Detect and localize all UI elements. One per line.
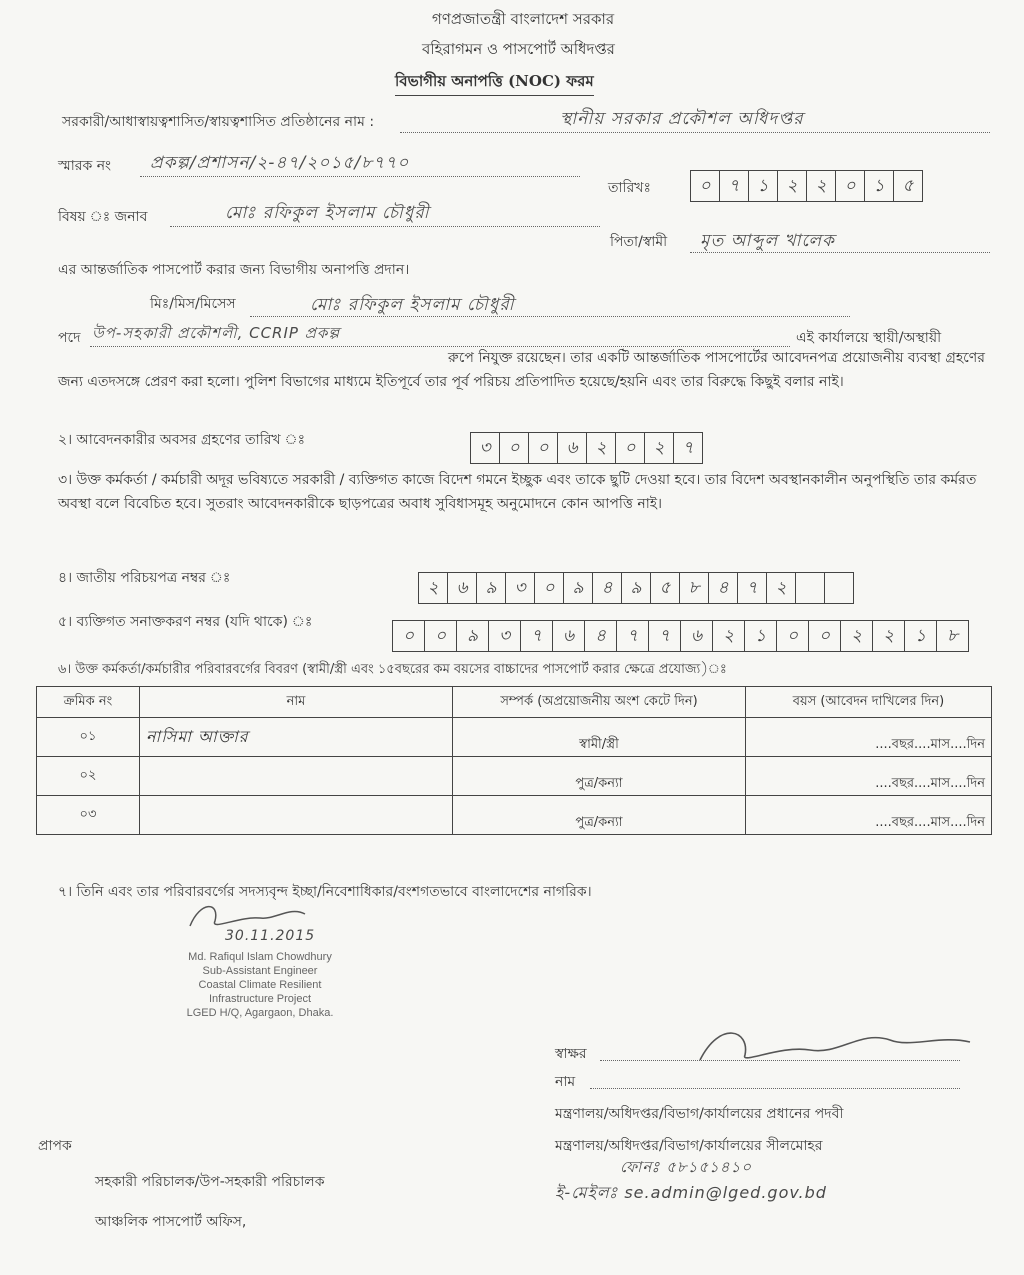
cell-sl: ০১ (37, 718, 140, 757)
cell-name (140, 757, 453, 796)
pin-label: ৫। ব্যক্তিগত সনাক্তকরণ নম্বর (যদি থাকে) ঃ (58, 614, 313, 630)
pin-digit: ৯ (457, 621, 489, 651)
cell-relation: স্বামী/স্ত্রী (453, 718, 746, 757)
name-dotline-sig (590, 1088, 960, 1089)
section3-paragraph: ৩। উক্ত কর্মকর্তা / কর্মচারী অদূর ভবিষ্যতে সরকারী / ব্যক্তিগত কাজে বিদেশ গমনে ইচ্ছুক এবং তাকে ছুটি দেওয়া হবে। তার বিদেশ অবস্থানকালীন অনুপস্থিতি তার কর্মরত অবস্থা বলে বিবেচিত হবে। সুতরাং আবেদনকারীকে ছাড়পত্রের অবাধ সুবিধাসমূহ অনুমোদনে কোন আপত্তি নাই। (58, 472, 977, 512)
col-relation: সম্পর্ক (অপ্রয়োজনীয় অংশ কেটে দিন) (453, 687, 746, 718)
pin-digit: ০ (777, 621, 809, 651)
father-label: পিতা/স্বামী (610, 234, 668, 250)
cell-age: ....বছর....মাস....দিন (746, 796, 992, 835)
nid-digit: ৬ (448, 573, 477, 603)
pin-digit: ০ (425, 621, 457, 651)
date-digit: ৭ (720, 171, 749, 201)
stamp-line: LGED H/Q, Agargaon, Dhaka. (186, 1007, 334, 1019)
retirement-digit: ০ (616, 433, 645, 463)
pin-digit: ৭ (617, 621, 649, 651)
section1-paragraph: রুপে নিযুক্ত রয়েছেন। তার একটি আন্তর্জাতিক পাসপোর্টের আবেদনপত্র প্রয়োজনীয় ব্যবস্থা গ্রহণের জন্য এতদসঙ্গে প্রেরণ করা হলো। পুলিশ বিভাগের মাধ্যমে ইতিপূর্বে তার পূর্ব পরিচয় প্রতিপাদিত হয়েছে/হয়নি এবং তার বিরুদ্ধে কিছুই বলার নাই। (58, 350, 985, 390)
recipient-label: প্রাপক (38, 1138, 72, 1154)
pin-digit: ২ (873, 621, 905, 651)
date-digit: ০ (836, 171, 865, 201)
col-name: নাম (140, 687, 453, 718)
seal-line: মন্ত্রণালয়/অধিদপ্তর/বিভাগ/কার্যালয়ের সীলমোহর (555, 1138, 823, 1154)
cell-age: ....বছর....মাস....দিন (746, 718, 992, 757)
recipient-line-2: আঞ্চলিক পাসপোর্ট অফিস, (95, 1214, 247, 1230)
nid-digit: ৫ (651, 573, 680, 603)
date-digit: ০ (691, 171, 720, 201)
nid-digit: ৩ (506, 573, 535, 603)
nid-label: ৪। জাতীয় পরিচয়পত্র নম্বর ঃ (58, 570, 231, 586)
nid-digit: ২ (767, 573, 796, 603)
cell-sl: ০৩ (37, 796, 140, 835)
cell-name (140, 796, 453, 835)
date-digit: ১ (749, 171, 778, 201)
sign-label: স্বাক্ষর (555, 1046, 587, 1062)
retirement-digit-boxes (470, 432, 703, 464)
nid-digit: ৪ (593, 573, 622, 603)
subject-value: মোঃ রফিকুল ইসলাম চৌধুরী (225, 203, 430, 223)
retirement-digit: ০ (529, 433, 558, 463)
retirement-digit: ২ (587, 433, 616, 463)
nid-digit: ৯ (477, 573, 506, 603)
father-value: মৃত আব্দুল খালেক (700, 231, 835, 251)
head-signature (690, 1020, 980, 1070)
stamp-line: Sub-Assistant Engineer (202, 965, 318, 977)
cell-age: ....বছর....মাস....দিন (746, 757, 992, 796)
post-value: উপ-সহকারী প্রকৌশলী, CCRIP প্রকল্প (92, 324, 341, 342)
nid-digit: ৯ (622, 573, 651, 603)
cell-sl: ০২ (37, 757, 140, 796)
nid-digit: ৪ (709, 573, 738, 603)
subject-line-2: এর আন্তর্জাতিক পাসপোর্ট করার জন্য বিভাগীয় অনাপত্তি প্রদান। (58, 262, 410, 278)
nid-digit (825, 573, 853, 603)
pin-digit: ২ (841, 621, 873, 651)
header-line-2: বহিরাগমন ও পাসপোর্ট অধিদপ্তর (422, 40, 615, 58)
email: ই-মেইলঃ se.admin@lged.gov.bd (555, 1183, 827, 1202)
cell-relation: পুত্র/কন্যা (453, 796, 746, 835)
retirement-digit: ০ (500, 433, 529, 463)
family-table-header (37, 687, 992, 718)
pin-digit: ১ (745, 621, 777, 651)
post-suffix: এই কার্যালয়ে স্থায়ী/অস্থায়ী (796, 330, 942, 346)
stamp-line: Md. Rafiqul Islam Chowdhury (188, 951, 332, 963)
name-label-sig: নাম (555, 1074, 576, 1090)
stamp-line: Coastal Climate Resilient (198, 979, 322, 991)
nid-digit: ৮ (680, 573, 709, 603)
pin-digit: ১ (905, 621, 937, 651)
retirement-digit: ৭ (682, 438, 694, 458)
pin-digit: ৬ (681, 621, 713, 651)
col-sl: ক্রমিক নং (37, 687, 140, 718)
date-digit: ৫ (902, 176, 914, 196)
table-row (37, 796, 992, 835)
retirement-digit: ৬ (558, 433, 587, 463)
retirement-label: ২। আবেদনকারীর অবসর গ্রহণের তারিখ ঃ (58, 432, 306, 448)
retirement-digit: ৩ (471, 433, 500, 463)
retirement-digit: ২ (645, 433, 674, 463)
nid-digit (796, 573, 825, 603)
family-label: ৬। উক্ত কর্মকর্তা/কর্মচারীর পরিবারবর্গের বিবরণ (স্বামী/স্ত্রী এবং ১৫বছরের কম বয়সের বাচ্চাদের পাসপোর্ট করার ক্ষেত্রে প্রযোজ্য)ঃ (58, 662, 727, 677)
recipient-line-1: সহকারী পরিচালক/উপ-সহকারী পরিচালক (95, 1174, 325, 1190)
org-label: সরকারী/আধাস্বায়ত্বশাসিত/স্বায়ত্বশাসিত প্রতিষ্ঠানের নাম : (62, 114, 375, 130)
officer-stamp (160, 950, 360, 1020)
section7-text: ৭। তিনি এবং তার পরিবারবর্গের সদস্যবৃন্দ ইচ্ছা/নিবেশাধিকার/বংশগতভাবে বাংলাদেশের নাগরিক। (58, 884, 592, 900)
pin-digit: ০ (393, 621, 425, 651)
pin-digit: ৭ (649, 621, 681, 651)
org-value: স্থানীয় সরকার প্রকৌশল অধিদপ্তর (560, 109, 804, 129)
memo-label: স্মারক নং (58, 158, 112, 174)
stamp-date: 30.11.2015 (225, 928, 316, 944)
cell-name: নাসিমা আক্তার (140, 718, 453, 757)
stamp-line: Infrastructure Project (208, 993, 312, 1005)
date-digit: ২ (778, 171, 807, 201)
nid-digit: ৯ (564, 573, 593, 603)
nid-digit: ২ (419, 573, 448, 603)
date-digit: ১ (865, 171, 894, 201)
nid-digit-boxes (418, 572, 854, 604)
title-line: মন্ত্রণালয়/অধিদপ্তর/বিভাগ/কার্যালয়ের প্রধানের পদবী (555, 1106, 844, 1122)
name-prefix: মিঃ/মিস/মিসেস (150, 296, 236, 312)
date-label: তারিখঃ (608, 180, 651, 196)
pin-digit: ৩ (489, 621, 521, 651)
nid-digit: ৭ (738, 573, 767, 603)
cell-relation: পুত্র/কন্যা (453, 757, 746, 796)
pin-digit-boxes (392, 620, 969, 652)
table-row (37, 718, 992, 757)
col-age: বয়স (আবেদন দাখিলের দিন) (746, 687, 992, 718)
date-digit-boxes (690, 170, 923, 202)
pin-digit: ২ (713, 621, 745, 651)
pin-digit: ৭ (521, 621, 553, 651)
table-row (37, 757, 992, 796)
phone: ফোনঃ ৫৮১৫১৪১০ (620, 1158, 753, 1176)
pin-digit: ০ (809, 621, 841, 651)
name-value: মোঃ রফিকুল ইসলাম চৌধুরী (310, 295, 515, 315)
nid-digit: ০ (535, 573, 564, 603)
family-table (36, 686, 992, 835)
form-title: বিভাগীয় অনাপত্তি (NOC) ফরম (395, 70, 594, 96)
pin-digit: ৮ (946, 626, 959, 646)
memo-value: প্রকল্প/প্রশাসন/২-৪৭/২০১৫/৮৭৭০ (150, 153, 410, 173)
header-line-1: গণপ্রজাতন্ত্রী বাংলাদেশ সরকার (432, 10, 615, 28)
subject-label: বিষয় ঃ জনাব (58, 209, 148, 225)
date-digit: ২ (807, 171, 836, 201)
pin-digit: ৪ (585, 621, 617, 651)
post-prefix: পদে (58, 330, 81, 346)
pin-digit: ৬ (553, 621, 585, 651)
